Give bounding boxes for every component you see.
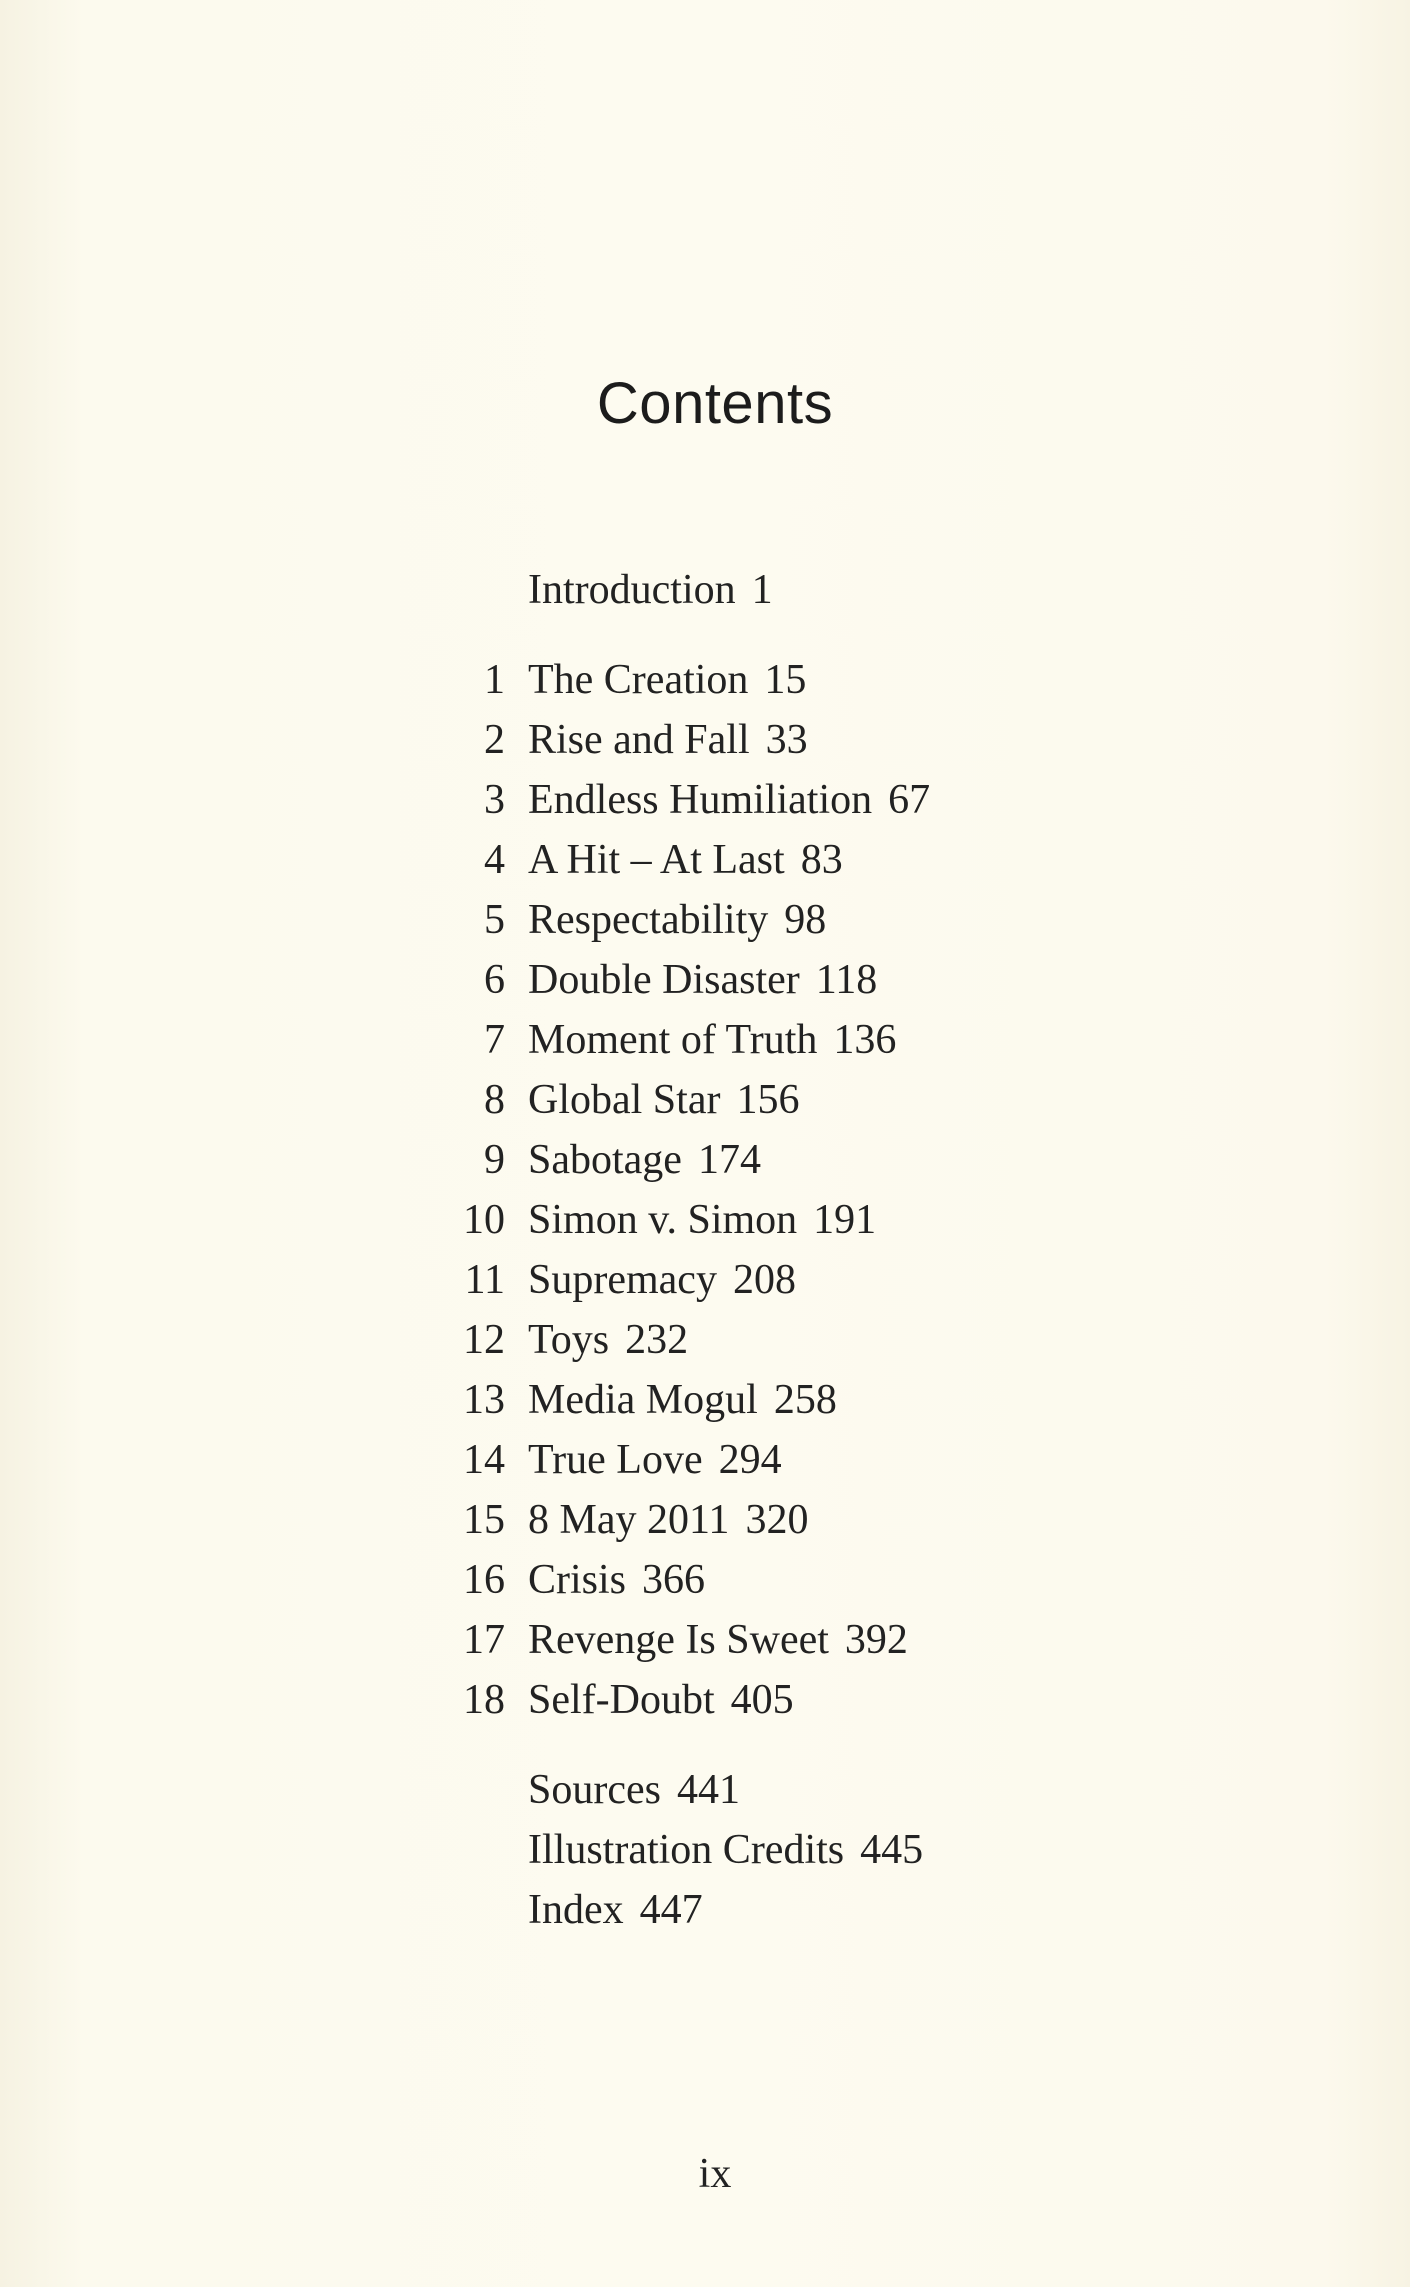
toc-entry bbox=[0, 950, 1410, 1010]
toc-entry-illustration-credits bbox=[0, 1820, 1410, 1880]
entry-label: Global Star bbox=[528, 1077, 721, 1123]
entry-page: 441 bbox=[676, 1767, 740, 1813]
entry-page: 118 bbox=[815, 957, 878, 1003]
entry-page: 208 bbox=[732, 1257, 796, 1303]
chapter-number: 10 bbox=[463, 1197, 505, 1243]
chapter-number: 6 bbox=[484, 957, 505, 1003]
chapter-number: 15 bbox=[463, 1497, 505, 1543]
page-number: ix bbox=[698, 2151, 732, 2197]
entry-page: 366 bbox=[642, 1557, 706, 1603]
entry-label: Self-Doubt bbox=[528, 1677, 715, 1723]
chapter-number: 14 bbox=[463, 1437, 505, 1483]
chapter-number: 7 bbox=[484, 1017, 505, 1063]
entry-label: True Love bbox=[528, 1437, 703, 1483]
entry-label: Toys bbox=[528, 1317, 610, 1363]
entry-label: Respectability bbox=[528, 897, 769, 943]
toc-entry-index bbox=[0, 1880, 1410, 1940]
chapter-number: 13 bbox=[463, 1377, 505, 1423]
chapter-number: 11 bbox=[464, 1257, 505, 1303]
toc-entry bbox=[0, 710, 1410, 770]
entry-label: Endless Humiliation bbox=[528, 777, 873, 823]
entry-page: 67 bbox=[888, 777, 931, 823]
entry-page: 392 bbox=[844, 1617, 908, 1663]
toc-entry-introduction bbox=[0, 560, 1410, 620]
toc-entry bbox=[0, 1310, 1410, 1370]
entry-page: 98 bbox=[784, 897, 827, 943]
entry-label: Index bbox=[528, 1887, 624, 1933]
entry-page: 83 bbox=[800, 837, 843, 883]
chapter-number: 17 bbox=[463, 1617, 505, 1663]
toc-entry bbox=[0, 1070, 1410, 1130]
entry-page: 258 bbox=[773, 1377, 837, 1423]
entry-label: The Creation bbox=[528, 657, 749, 703]
chapter-number: 5 bbox=[484, 897, 505, 943]
entry-label: Media Mogul bbox=[528, 1377, 758, 1423]
chapter-number: 8 bbox=[484, 1077, 505, 1123]
toc-entry bbox=[0, 890, 1410, 950]
chapter-number: 16 bbox=[463, 1557, 505, 1603]
entry-label: Sources bbox=[528, 1767, 661, 1813]
entry-label: Rise and Fall bbox=[528, 717, 750, 763]
toc-entry bbox=[0, 1130, 1410, 1190]
toc-entry bbox=[0, 650, 1410, 710]
chapter-number: 2 bbox=[484, 717, 505, 763]
entry-label: 8 May 2011 bbox=[528, 1497, 730, 1543]
entry-label: Crisis bbox=[528, 1557, 627, 1603]
chapter-number: 12 bbox=[463, 1317, 505, 1363]
entry-label: Supremacy bbox=[528, 1257, 717, 1303]
entry-page: 447 bbox=[639, 1887, 703, 1933]
toc-entry bbox=[0, 1430, 1410, 1490]
chapter-number: 4 bbox=[484, 837, 505, 883]
entry-page: 156 bbox=[736, 1077, 800, 1123]
toc-entry bbox=[0, 1370, 1410, 1430]
entry-label: Revenge Is Sweet bbox=[528, 1617, 829, 1663]
toc-entry bbox=[0, 830, 1410, 890]
entry-label: Introduction bbox=[528, 567, 736, 613]
chapter-number: 18 bbox=[463, 1677, 505, 1723]
toc-entry bbox=[0, 770, 1410, 830]
entry-label: Double Disaster bbox=[528, 957, 800, 1003]
toc-entry bbox=[0, 1250, 1410, 1310]
entry-page: 15 bbox=[764, 657, 807, 703]
entry-page: 320 bbox=[745, 1497, 809, 1543]
entry-label: Simon v. Simon bbox=[528, 1197, 798, 1243]
entry-page: 1 bbox=[751, 567, 773, 613]
entry-page: 232 bbox=[625, 1317, 689, 1363]
chapter-number: 9 bbox=[484, 1137, 505, 1183]
chapter-number: 3 bbox=[484, 777, 505, 823]
entry-label: Sabotage bbox=[528, 1137, 682, 1183]
entry-page: 174 bbox=[697, 1137, 761, 1183]
entry-page: 33 bbox=[765, 717, 808, 763]
toc-entry-sources bbox=[0, 1760, 1410, 1820]
entry-page: 294 bbox=[718, 1437, 782, 1483]
chapter-number: 1 bbox=[484, 657, 505, 703]
entry-page: 445 bbox=[860, 1827, 924, 1873]
toc-entry bbox=[0, 1610, 1410, 1670]
entry-page: 405 bbox=[730, 1677, 794, 1723]
toc-entry bbox=[0, 1670, 1410, 1730]
entry-label: Moment of Truth bbox=[528, 1017, 818, 1063]
entry-label: A Hit – At Last bbox=[528, 837, 785, 883]
entry-label: Illustration Credits bbox=[528, 1827, 845, 1873]
entry-page: 191 bbox=[813, 1197, 877, 1243]
entry-page: 136 bbox=[833, 1017, 897, 1063]
toc-entry bbox=[0, 1010, 1410, 1070]
toc-entry bbox=[0, 1490, 1410, 1550]
toc-entry bbox=[0, 1550, 1410, 1610]
toc-entry bbox=[0, 1190, 1410, 1250]
page-title: Contents bbox=[596, 371, 834, 436]
